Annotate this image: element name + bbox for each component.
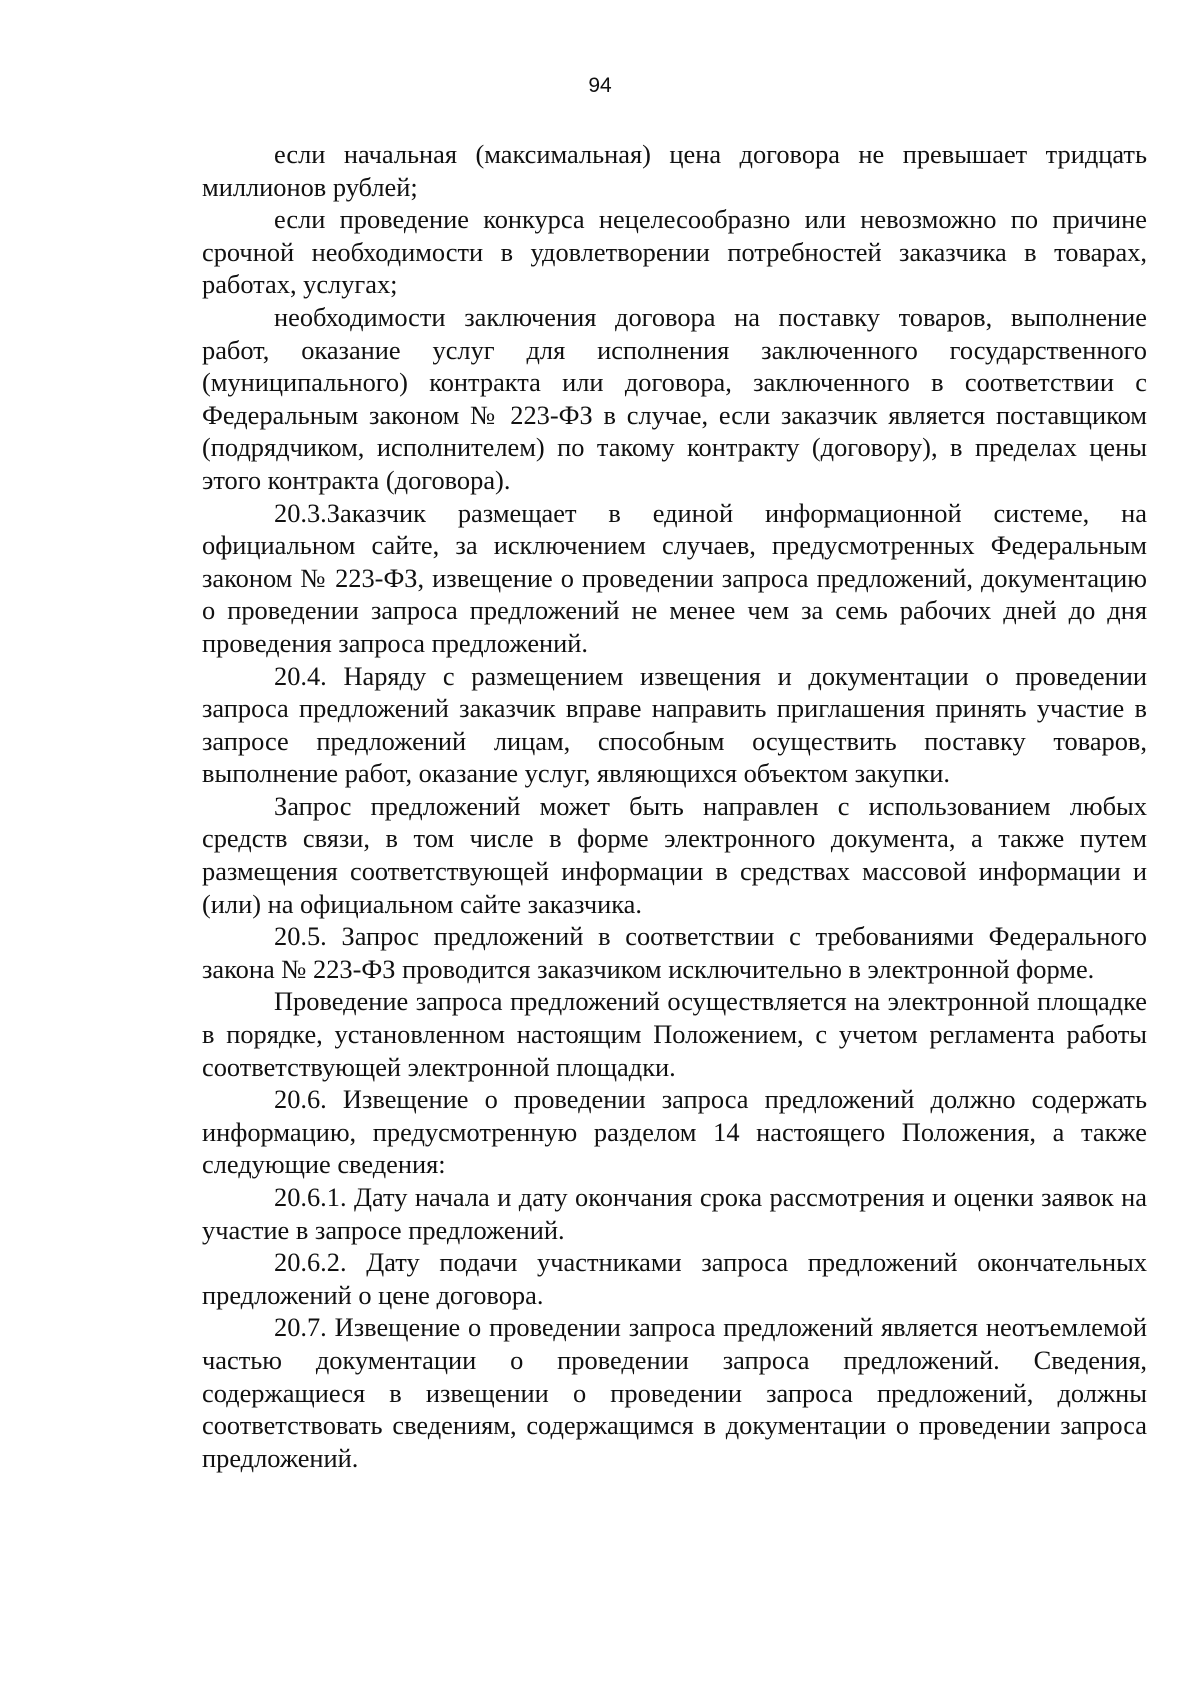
paragraph: Проведение запроса предложений осуществляется на электронной площадке в порядке, установленном настоящим Положением, с учетом регламента работы соответствующей электронной площадки. <box>202 986 1147 1082</box>
paragraph: если начальная (максимальная) цена договора не превышает тридцать миллионов рублей; <box>202 139 1147 202</box>
paragraph: 20.3.Заказчик размещает в единой информационной системе, на официальном сайте, за исключением случаев, предусмотренных Федеральным законом № 223-ФЗ, извещение о проведении запроса предложений, документацию о проведении запроса предложений не менее чем за семь рабочих дней до дня проведения запроса предложений. <box>202 497 1147 658</box>
paragraph: 20.7. Извещение о проведении запроса предложений является неотъемлемой частью документации о проведении запроса предложений. Сведения, содержащиеся в извещении о проведении запроса предложений, должны соответствовать сведениям, содержащимся в документации о проведении запроса предложений. <box>202 1312 1147 1473</box>
paragraph: 20.5. Запрос предложений в соответствии с требованиями Федерального закона № 223-ФЗ проводится заказчиком исключительно в электронной форме. <box>202 921 1147 984</box>
paragraph: 20.6.1. Дату начала и дату окончания срока рассмотрения и оценки заявок на участие в запросе предложений. <box>202 1182 1147 1245</box>
page-number: 94 <box>588 74 612 97</box>
paragraph: 20.4. Наряду с размещением извещения и документации о проведении запроса предложений заказчик вправе направить приглашения принять участие в запросе предложений лицам, способным осуществить поставку товаров, выполнение работ, оказание услуг, являющихся объектом закупки. <box>202 660 1147 789</box>
document-body <box>202 138 1147 1474</box>
paragraph: 20.6. Извещение о проведении запроса предложений должно содержать информацию, предусмотренную разделом 14 настоящего Положения, а также следующие сведения: <box>202 1084 1147 1180</box>
paragraph: 20.6.2. Дату подачи участниками запроса предложений окончательных предложений о цене договора. <box>202 1247 1147 1310</box>
paragraph: Запрос предложений может быть направлен с использованием любых средств связи, в том числе в форме электронного документа, а также путем размещения соответствующей информации в средствах массовой информации и (или) на официальном сайте заказчика. <box>202 790 1147 919</box>
paragraph: необходимости заключения договора на поставку товаров, выполнение работ, оказание услуг для исполнения заключенного государственного (муниципального) контракта или договора, заключенного в соответствии с Федеральным законом № 223-ФЗ в случае, если заказчик является поставщиком (подрядчиком, исполнителем) по такому контракту (договору), в пределах цены этого контракта (договора). <box>202 301 1147 495</box>
paragraph: если проведение конкурса нецелесообразно или невозможно по причине срочной необходимости в удовлетворении потребностей заказчика в товарах, работах, услугах; <box>202 204 1147 300</box>
